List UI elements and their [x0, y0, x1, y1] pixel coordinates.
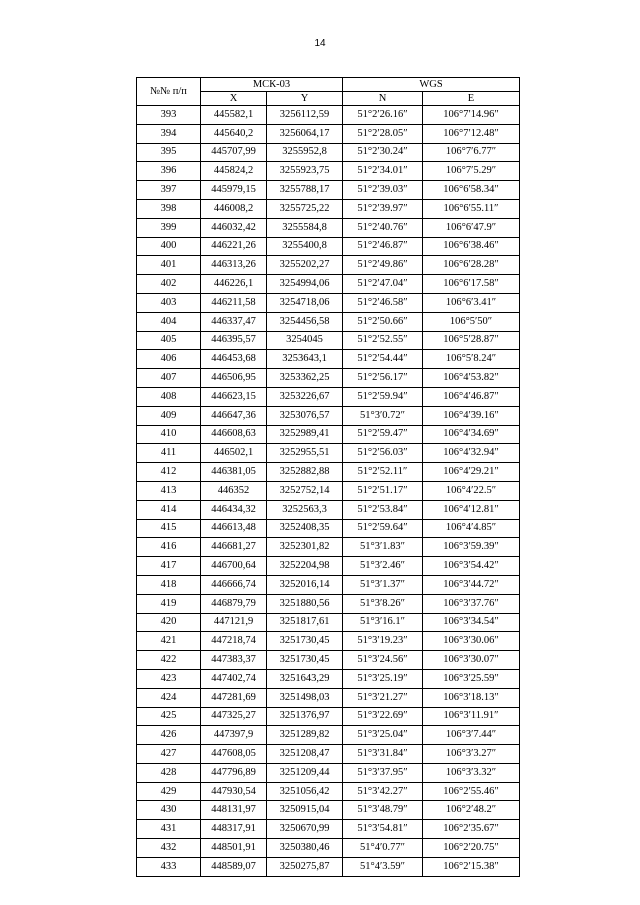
x-cell: 448317,91 — [201, 820, 267, 839]
point-number-cell: 400 — [137, 237, 201, 256]
n-cell: 51°3′1.37″ — [343, 575, 423, 594]
y-cell: 3252752,14 — [267, 481, 343, 500]
n-cell: 51°2′59.94″ — [343, 387, 423, 406]
table-row — [137, 199, 520, 218]
x-cell: 446395,57 — [201, 331, 267, 350]
table-row — [137, 839, 520, 858]
e-cell: 106°6′47.9″ — [423, 218, 520, 237]
n-cell: 51°2′49.86″ — [343, 256, 423, 275]
e-cell: 106°7′5.29″ — [423, 162, 520, 181]
x-cell: 447608,05 — [201, 745, 267, 764]
point-number-cell: 423 — [137, 669, 201, 688]
n-cell: 51°3′42.27″ — [343, 782, 423, 801]
table-row — [137, 275, 520, 294]
table-row — [137, 857, 520, 876]
n-cell: 51°3′16.1″ — [343, 613, 423, 632]
y-cell: 3255584,8 — [267, 218, 343, 237]
n-cell: 51°3′22.69″ — [343, 707, 423, 726]
e-cell: 106°6′28.28″ — [423, 256, 520, 275]
point-number-cell: 424 — [137, 688, 201, 707]
point-number-cell: 401 — [137, 256, 201, 275]
n-cell: 51°2′30.24″ — [343, 143, 423, 162]
e-cell: 106°3′34.54″ — [423, 613, 520, 632]
y-cell: 3252204,98 — [267, 557, 343, 576]
table-row — [137, 106, 520, 125]
x-cell: 446434,32 — [201, 500, 267, 519]
x-cell: 446337,47 — [201, 312, 267, 331]
e-cell: 106°3′59.39″ — [423, 538, 520, 557]
x-cell: 446613,48 — [201, 519, 267, 538]
point-number-cell: 421 — [137, 632, 201, 651]
y-cell: 3250380,46 — [267, 839, 343, 858]
n-cell: 51°2′26.16″ — [343, 106, 423, 125]
y-cell: 3251289,82 — [267, 726, 343, 745]
n-cell: 51°3′21.27″ — [343, 688, 423, 707]
x-cell: 445707,99 — [201, 143, 267, 162]
y-cell: 3255788,17 — [267, 181, 343, 200]
n-cell: 51°2′54.44″ — [343, 350, 423, 369]
table-row — [137, 782, 520, 801]
table-row — [137, 763, 520, 782]
y-cell: 3252882,88 — [267, 463, 343, 482]
point-number-cell: 395 — [137, 143, 201, 162]
table-row — [137, 218, 520, 237]
y-cell: 3250915,04 — [267, 801, 343, 820]
n-cell: 51°3′31.84″ — [343, 745, 423, 764]
n-cell: 51°3′48.79″ — [343, 801, 423, 820]
e-cell: 106°6′3.41″ — [423, 293, 520, 312]
table-row — [137, 745, 520, 764]
x-cell: 445582,1 — [201, 106, 267, 125]
point-number-cell: 425 — [137, 707, 201, 726]
point-number-cell: 396 — [137, 162, 201, 181]
x-cell: 445979,15 — [201, 181, 267, 200]
x-cell: 446681,27 — [201, 538, 267, 557]
x-cell: 447121,9 — [201, 613, 267, 632]
point-number-cell: 394 — [137, 124, 201, 143]
point-number-cell: 403 — [137, 293, 201, 312]
y-cell: 3255202,27 — [267, 256, 343, 275]
x-cell: 448131,97 — [201, 801, 267, 820]
point-number-cell: 418 — [137, 575, 201, 594]
e-cell: 106°6′38.46″ — [423, 237, 520, 256]
n-cell: 51°2′53.84″ — [343, 500, 423, 519]
point-number-cell: 393 — [137, 106, 201, 125]
table-row — [137, 444, 520, 463]
e-cell: 106°2′35.67″ — [423, 820, 520, 839]
table-row — [137, 538, 520, 557]
e-cell: 106°7′14.96″ — [423, 106, 520, 125]
table-row — [137, 632, 520, 651]
x-cell: 445640,2 — [201, 124, 267, 143]
header-msk03: МСК-03 — [201, 78, 343, 92]
point-number-cell: 406 — [137, 350, 201, 369]
e-cell: 106°2′15.38″ — [423, 857, 520, 876]
x-cell: 447383,37 — [201, 651, 267, 670]
y-cell: 3251643,29 — [267, 669, 343, 688]
n-cell: 51°3′8.26″ — [343, 594, 423, 613]
table-row — [137, 237, 520, 256]
n-cell: 51°2′56.17″ — [343, 369, 423, 388]
e-cell: 106°5′50″ — [423, 312, 520, 331]
point-number-cell: 415 — [137, 519, 201, 538]
n-cell: 51°2′28.05″ — [343, 124, 423, 143]
point-number-cell: 417 — [137, 557, 201, 576]
point-number-cell: 399 — [137, 218, 201, 237]
x-cell: 446008,2 — [201, 199, 267, 218]
n-cell: 51°2′59.47″ — [343, 425, 423, 444]
y-cell: 3251209,44 — [267, 763, 343, 782]
point-number-cell: 411 — [137, 444, 201, 463]
n-cell: 51°3′24.56″ — [343, 651, 423, 670]
e-cell: 106°2′55.46″ — [423, 782, 520, 801]
e-cell: 106°3′3.27″ — [423, 745, 520, 764]
y-cell: 3254456,58 — [267, 312, 343, 331]
n-cell: 51°3′37.95″ — [343, 763, 423, 782]
x-cell: 447325,27 — [201, 707, 267, 726]
e-cell: 106°3′3.32″ — [423, 763, 520, 782]
point-number-cell: 427 — [137, 745, 201, 764]
n-cell: 51°3′25.19″ — [343, 669, 423, 688]
header-y: Y — [267, 92, 343, 106]
table-row — [137, 801, 520, 820]
header-n: N — [343, 92, 423, 106]
e-cell: 106°3′18.13″ — [423, 688, 520, 707]
n-cell: 51°2′34.01″ — [343, 162, 423, 181]
y-cell: 3256064,17 — [267, 124, 343, 143]
page-number: 14 — [314, 38, 326, 49]
n-cell: 51°2′47.04″ — [343, 275, 423, 294]
e-cell: 106°3′25.59″ — [423, 669, 520, 688]
y-cell: 3251817,61 — [267, 613, 343, 632]
e-cell: 106°5′8.24″ — [423, 350, 520, 369]
n-cell: 51°2′46.87″ — [343, 237, 423, 256]
e-cell: 106°3′30.07″ — [423, 651, 520, 670]
table-row — [137, 369, 520, 388]
point-number-cell: 407 — [137, 369, 201, 388]
x-cell: 445824,2 — [201, 162, 267, 181]
table-row — [137, 181, 520, 200]
y-cell: 3255952,8 — [267, 143, 343, 162]
x-cell: 446211,58 — [201, 293, 267, 312]
x-cell: 446623,15 — [201, 387, 267, 406]
table-row — [137, 331, 520, 350]
table-row — [137, 406, 520, 425]
n-cell: 51°2′39.97″ — [343, 199, 423, 218]
table-header — [137, 78, 520, 106]
n-cell: 51°3′0.72″ — [343, 406, 423, 425]
n-cell: 51°2′52.55″ — [343, 331, 423, 350]
y-cell: 3251880,56 — [267, 594, 343, 613]
point-number-cell: 398 — [137, 199, 201, 218]
e-cell: 106°3′30.06″ — [423, 632, 520, 651]
x-cell: 446666,74 — [201, 575, 267, 594]
y-cell: 3252563,3 — [267, 500, 343, 519]
table-row — [137, 519, 520, 538]
point-number-cell: 409 — [137, 406, 201, 425]
y-cell: 3251730,45 — [267, 651, 343, 670]
y-cell: 3253362,25 — [267, 369, 343, 388]
point-number-cell: 420 — [137, 613, 201, 632]
table-body — [137, 106, 520, 877]
point-number-cell: 426 — [137, 726, 201, 745]
point-number-cell: 410 — [137, 425, 201, 444]
y-cell: 3251376,97 — [267, 707, 343, 726]
n-cell: 51°3′2.46″ — [343, 557, 423, 576]
e-cell: 106°4′29.21″ — [423, 463, 520, 482]
x-cell: 446381,05 — [201, 463, 267, 482]
e-cell: 106°3′44.72″ — [423, 575, 520, 594]
table-row — [137, 726, 520, 745]
table-row — [137, 651, 520, 670]
table-row — [137, 293, 520, 312]
x-cell: 446506,95 — [201, 369, 267, 388]
e-cell: 106°7′12.48″ — [423, 124, 520, 143]
point-number-cell: 413 — [137, 481, 201, 500]
n-cell: 51°2′40.76″ — [343, 218, 423, 237]
e-cell: 106°3′7.44″ — [423, 726, 520, 745]
n-cell: 51°3′54.81″ — [343, 820, 423, 839]
coordinates-table — [136, 77, 520, 877]
y-cell: 3255725,22 — [267, 199, 343, 218]
x-cell: 448589,07 — [201, 857, 267, 876]
e-cell: 106°3′54.42″ — [423, 557, 520, 576]
x-cell: 447218,74 — [201, 632, 267, 651]
e-cell: 106°4′53.82″ — [423, 369, 520, 388]
e-cell: 106°2′20.75″ — [423, 839, 520, 858]
x-cell: 447402,74 — [201, 669, 267, 688]
e-cell: 106°4′46.87″ — [423, 387, 520, 406]
x-cell: 446352 — [201, 481, 267, 500]
x-cell: 446032,42 — [201, 218, 267, 237]
point-number-cell: 429 — [137, 782, 201, 801]
y-cell: 3255400,8 — [267, 237, 343, 256]
point-number-cell: 404 — [137, 312, 201, 331]
n-cell: 51°2′50.66″ — [343, 312, 423, 331]
y-cell: 3253226,67 — [267, 387, 343, 406]
e-cell: 106°4′39.16″ — [423, 406, 520, 425]
e-cell: 106°6′55.11″ — [423, 199, 520, 218]
y-cell: 3254718,06 — [267, 293, 343, 312]
n-cell: 51°2′52.11″ — [343, 463, 423, 482]
n-cell: 51°4′0.77″ — [343, 839, 423, 858]
n-cell: 51°3′1.83″ — [343, 538, 423, 557]
header-point-number: №№ п/п — [137, 78, 201, 106]
n-cell: 51°4′3.59″ — [343, 857, 423, 876]
point-number-cell: 422 — [137, 651, 201, 670]
y-cell: 3254994,06 — [267, 275, 343, 294]
table-row — [137, 688, 520, 707]
x-cell: 446647,36 — [201, 406, 267, 425]
x-cell: 446453,68 — [201, 350, 267, 369]
point-number-cell: 419 — [137, 594, 201, 613]
table-row — [137, 820, 520, 839]
e-cell: 106°4′22.5″ — [423, 481, 520, 500]
x-cell: 446313,26 — [201, 256, 267, 275]
x-cell: 447796,89 — [201, 763, 267, 782]
y-cell: 3255923,75 — [267, 162, 343, 181]
point-number-cell: 433 — [137, 857, 201, 876]
y-cell: 3252989,41 — [267, 425, 343, 444]
y-cell: 3251498,03 — [267, 688, 343, 707]
table-row — [137, 463, 520, 482]
y-cell: 3251056,42 — [267, 782, 343, 801]
x-cell: 447930,54 — [201, 782, 267, 801]
y-cell: 3252016,14 — [267, 575, 343, 594]
x-cell: 446879,79 — [201, 594, 267, 613]
x-cell: 446700,64 — [201, 557, 267, 576]
x-cell: 446608,63 — [201, 425, 267, 444]
x-cell: 446502,1 — [201, 444, 267, 463]
e-cell: 106°3′11.91″ — [423, 707, 520, 726]
table-row — [137, 481, 520, 500]
x-cell: 447397,9 — [201, 726, 267, 745]
table-row — [137, 669, 520, 688]
table-row — [137, 594, 520, 613]
table-row — [137, 613, 520, 632]
table-row — [137, 387, 520, 406]
table-row — [137, 557, 520, 576]
point-number-cell: 432 — [137, 839, 201, 858]
n-cell: 51°2′51.17″ — [343, 481, 423, 500]
n-cell: 51°2′39.03″ — [343, 181, 423, 200]
point-number-cell: 430 — [137, 801, 201, 820]
table-row — [137, 162, 520, 181]
n-cell: 51°3′19.23″ — [343, 632, 423, 651]
y-cell: 3250670,99 — [267, 820, 343, 839]
point-number-cell: 428 — [137, 763, 201, 782]
header-x: X — [201, 92, 267, 106]
header-wgs: WGS — [343, 78, 520, 92]
n-cell: 51°3′25.04″ — [343, 726, 423, 745]
table-row — [137, 256, 520, 275]
y-cell: 3251730,45 — [267, 632, 343, 651]
e-cell: 106°6′58.34″ — [423, 181, 520, 200]
point-number-cell: 402 — [137, 275, 201, 294]
y-cell: 3251208,47 — [267, 745, 343, 764]
table-row — [137, 143, 520, 162]
point-number-cell: 414 — [137, 500, 201, 519]
e-cell: 106°6′17.58″ — [423, 275, 520, 294]
e-cell: 106°2′48.2″ — [423, 801, 520, 820]
table-row — [137, 707, 520, 726]
e-cell: 106°4′32.94″ — [423, 444, 520, 463]
y-cell: 3252301,82 — [267, 538, 343, 557]
x-cell: 447281,69 — [201, 688, 267, 707]
point-number-cell: 416 — [137, 538, 201, 557]
n-cell: 51°2′59.64″ — [343, 519, 423, 538]
e-cell: 106°3′37.76″ — [423, 594, 520, 613]
y-cell: 3253076,57 — [267, 406, 343, 425]
x-cell: 448501,91 — [201, 839, 267, 858]
y-cell: 3253643,1 — [267, 350, 343, 369]
e-cell: 106°4′12.81″ — [423, 500, 520, 519]
n-cell: 51°2′46.58″ — [343, 293, 423, 312]
table-row — [137, 124, 520, 143]
x-cell: 446221,26 — [201, 237, 267, 256]
point-number-cell: 405 — [137, 331, 201, 350]
n-cell: 51°2′56.03″ — [343, 444, 423, 463]
header-e: E — [423, 92, 520, 106]
point-number-cell: 397 — [137, 181, 201, 200]
y-cell: 3256112,59 — [267, 106, 343, 125]
point-number-cell: 408 — [137, 387, 201, 406]
e-cell: 106°7′6.77″ — [423, 143, 520, 162]
table-row — [137, 500, 520, 519]
point-number-cell: 412 — [137, 463, 201, 482]
x-cell: 446226,1 — [201, 275, 267, 294]
table-row — [137, 350, 520, 369]
y-cell: 3252955,51 — [267, 444, 343, 463]
e-cell: 106°5′28.87″ — [423, 331, 520, 350]
y-cell: 3252408,35 — [267, 519, 343, 538]
point-number-cell: 431 — [137, 820, 201, 839]
table-row — [137, 312, 520, 331]
e-cell: 106°4′34.69″ — [423, 425, 520, 444]
table-row — [137, 575, 520, 594]
y-cell: 3254045 — [267, 331, 343, 350]
table-row — [137, 425, 520, 444]
e-cell: 106°4′4.85″ — [423, 519, 520, 538]
y-cell: 3250275,87 — [267, 857, 343, 876]
